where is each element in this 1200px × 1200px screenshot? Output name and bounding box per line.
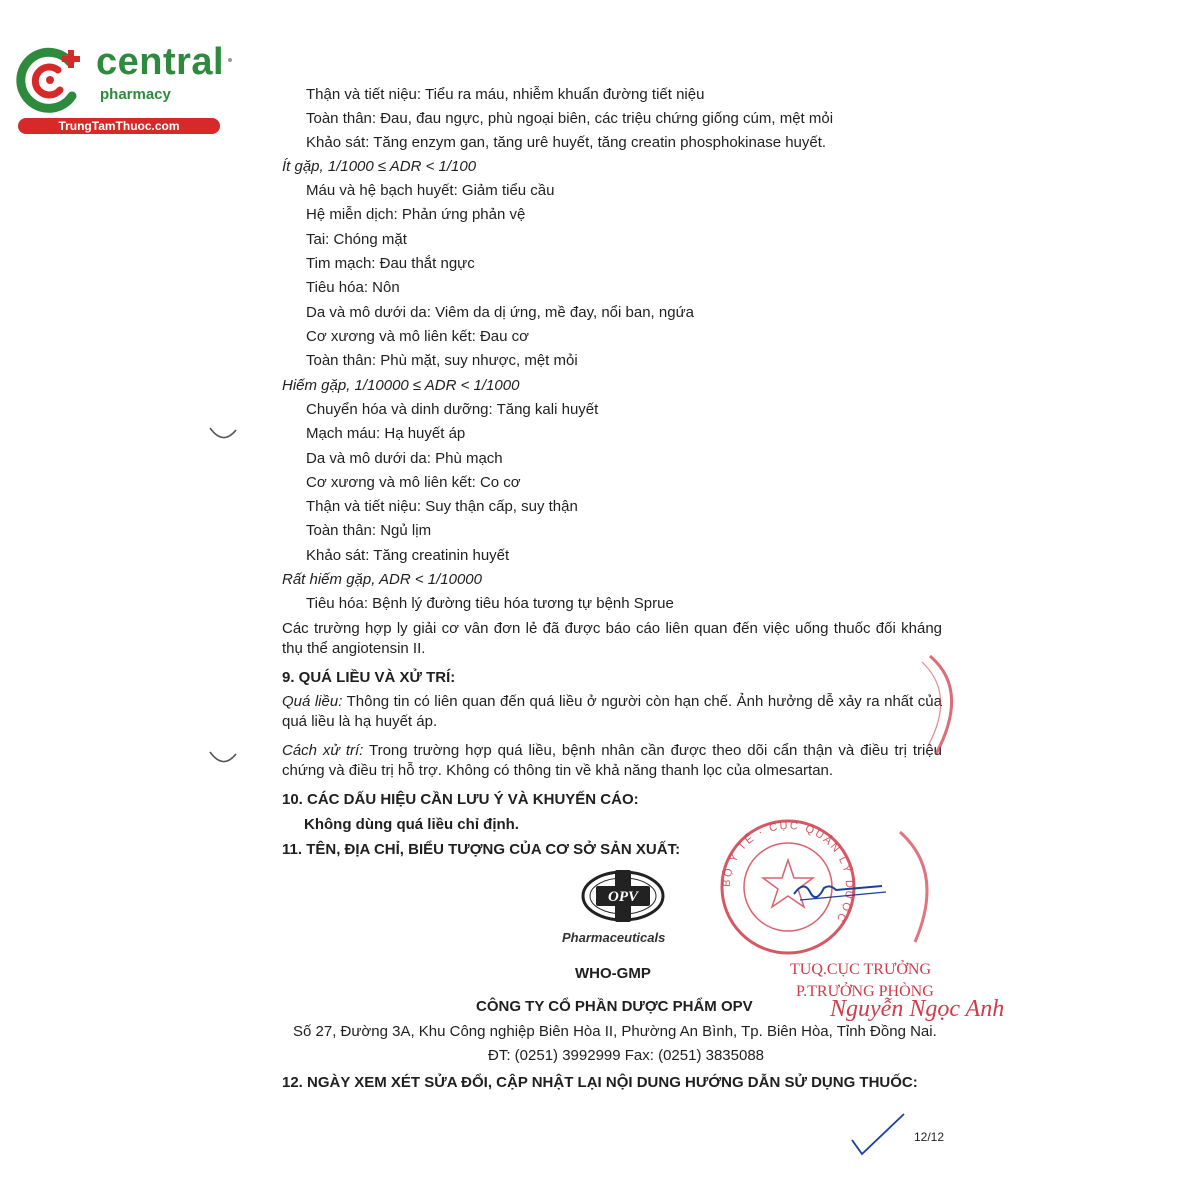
text-line: Toàn thân: Đau, đau ngực, phù ngoại biên, các triệu chứng giống cúm, mệt mỏi bbox=[306, 110, 834, 127]
treatment-text: Trong trường hợp quá liều, bệnh nhân cần được theo dõi cẩn thận và điều trị triệu chứng và điều trị hỗ trợ. Không có thông tin về khả năng thanh lọc của olmesartan. bbox=[282, 742, 943, 779]
checkmark-icon bbox=[848, 1110, 908, 1158]
signer-name: Nguyễn Ngọc Anh bbox=[830, 996, 1005, 1022]
text-line: Tim mạch: Đau thắt ngực bbox=[306, 255, 475, 272]
edge-seal-icon bbox=[910, 650, 970, 760]
frequency-heading: Hiếm gặp, 1/10000 ≤ ADR < 1/1000 bbox=[282, 377, 520, 394]
company-name: CÔNG TY CỔ PHẦN DƯỢC PHẨM OPV bbox=[476, 998, 753, 1015]
section-9-title: 9. QUÁ LIỀU VÀ XỬ TRÍ: bbox=[282, 669, 456, 686]
stamp-authority-line-2: P.TRƯỞNG PHÒNG bbox=[796, 983, 934, 1000]
section-12-title: 12. NGÀY XEM XÉT SỬA ĐỔI, CẬP NHẬT LẠI NỘI DUNG HƯỚNG DẪN SỬ DỤNG THUỐC: bbox=[282, 1074, 918, 1091]
text-line: Tiêu hóa: Nôn bbox=[306, 279, 400, 296]
text-line: Toàn thân: Phù mặt, suy nhược, mệt mỏi bbox=[306, 352, 578, 369]
stamp-ring-text: BỘ Y TẾ · CỤC QUẢN LÝ DƯỢC bbox=[720, 819, 856, 926]
text-line: Khảo sát: Tăng enzym gan, tăng urê huyết, tăng creatin phosphokinase huyết. bbox=[306, 134, 827, 151]
text-line: Thận và tiết niệu: Suy thận cấp, suy thận bbox=[306, 498, 578, 515]
punch-hole-icon bbox=[208, 426, 238, 442]
text-line: Cơ xương và mô liên kết: Co cơ bbox=[306, 474, 521, 491]
section-10-text: Không dùng quá liều chỉ định. bbox=[304, 816, 519, 833]
text-line: Mạch máu: Hạ huyết áp bbox=[306, 425, 466, 442]
section-11-title: 11. TÊN, ĐỊA CHỈ, BIỂU TƯỢNG CỦA CƠ SỞ SẢN XUẤT: bbox=[282, 841, 681, 858]
text-line: Toàn thân: Ngủ lịm bbox=[306, 522, 432, 539]
text-line: Da và mô dưới da: Viêm da dị ứng, mề đay, nổi ban, ngứa bbox=[306, 304, 694, 321]
treatment-label: Cách xử trí: bbox=[282, 742, 364, 759]
opv-logo-icon bbox=[578, 866, 668, 930]
text-line: Chuyển hóa và dinh dưỡng: Tăng kali huyết bbox=[306, 401, 599, 418]
text-line: Thận và tiết niệu: Tiểu ra máu, nhiễm khuẩn đường tiết niệu bbox=[306, 86, 705, 103]
company-address: Số 27, Đường 3A, Khu Công nghiệp Biên Hòa II, Phường An Bình, Tp. Biên Hòa, Tỉnh Đồng Nai. bbox=[293, 1023, 937, 1040]
central-logo-icon bbox=[10, 40, 90, 120]
pharmaceuticals-label: Pharmaceuticals bbox=[562, 930, 666, 945]
frequency-heading: Rất hiếm gặp, ADR < 1/10000 bbox=[282, 571, 482, 588]
section-10-title: 10. CÁC DẤU HIỆU CẦN LƯU Ý VÀ KHUYẾN CÁO: bbox=[282, 791, 639, 808]
text-line: Hệ miễn dịch: Phản ứng phản vệ bbox=[306, 206, 526, 223]
signature-icon bbox=[790, 870, 890, 910]
text-line: Cơ xương và mô liên kết: Đau cơ bbox=[306, 328, 529, 345]
frequency-heading: Ít gặp, 1/1000 ≤ ADR < 1/100 bbox=[282, 158, 477, 175]
gmp-label: WHO-GMP bbox=[575, 965, 651, 982]
logo-site: TrungTamThuoc.com bbox=[18, 118, 220, 134]
logo-brand: central bbox=[96, 41, 225, 83]
company-phone: ĐT: (0251) 3992999 Fax: (0251) 3835088 bbox=[488, 1047, 765, 1064]
overdose-label: Quá liều: bbox=[282, 693, 343, 710]
text-line: Tai: Chóng mặt bbox=[306, 231, 407, 248]
overdose-text: Thông tin có liên quan đến quá liều ở người còn hạn chế. Ảnh hưởng dễ xảy ra nhất của quá liều là hạ huyết áp. bbox=[282, 693, 942, 730]
overdose-paragraph bbox=[282, 692, 942, 732]
opv-logo-text: OPV bbox=[608, 889, 638, 905]
scan-dot bbox=[228, 58, 232, 62]
central-pharmacy-logo bbox=[10, 36, 225, 136]
text-line: Khảo sát: Tăng creatinin huyết bbox=[306, 547, 510, 564]
text-line: Máu và hệ bạch huyết: Giảm tiểu cầu bbox=[306, 182, 555, 199]
punch-hole-icon bbox=[208, 750, 238, 766]
text-line: Tiêu hóa: Bệnh lý đường tiêu hóa tương tự bệnh Sprue bbox=[306, 595, 674, 612]
treatment-paragraph bbox=[282, 741, 942, 781]
logo-sub: pharmacy bbox=[100, 86, 171, 103]
stamp-authority-line-1: TUQ.CỤC TRƯỞNG bbox=[790, 961, 932, 978]
page-number: 12/12 bbox=[914, 1130, 945, 1144]
text-line: Da và mô dưới da: Phù mạch bbox=[306, 450, 503, 467]
paragraph: Các trường hợp ly giải cơ vân đơn lẻ đã được báo cáo liên quan đến việc uống thuốc đối kháng thụ thể angiotensin II. bbox=[282, 620, 942, 657]
